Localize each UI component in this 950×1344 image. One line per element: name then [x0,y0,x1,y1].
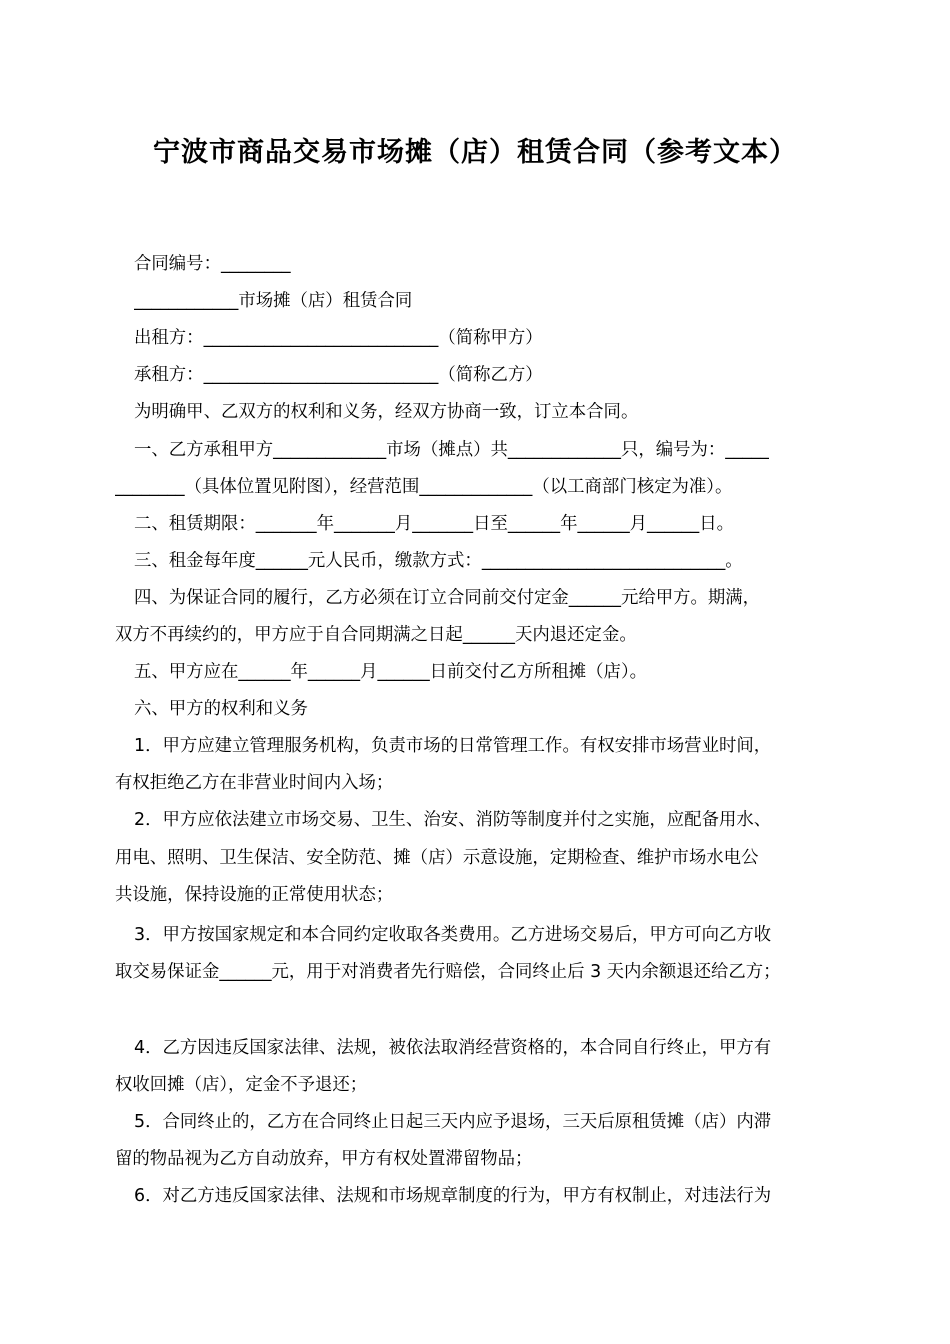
clause-1-line-1: 一、乙方承租甲方_____________市场（摊点）共_____________只，编号为：_____ [134,440,769,460]
item-3-line-2: 取交易保证金______元，用于对消费者先行赔偿，合同终止后 3 天内余额退还给乙方； [115,962,781,982]
item-1-line-1: 1．甲方应建立管理服务机构，负责市场的日常管理工作。有权安排市场营业时间， [134,736,772,756]
item-4-line-2: 权收回摊（店），定金不予退还； [115,1075,368,1095]
clause-6-heading: 六、甲方的权利和义务 [134,699,308,719]
preamble-line: 为明确甲、乙双方的权利和义务，经双方协商一致，订立本合同。 [134,402,639,422]
clause-5-line: 五、甲方应在______年______月______日前交付乙方所租摊（店）。 [134,662,648,682]
item-6-line-1: 6．对乙方违反国家法律、法规和市场规章制度的行为，甲方有权制止，对违法行为 [134,1186,772,1206]
lessee-line: 承租方：___________________________（简称乙方） [134,365,543,385]
contract-number-line: 合同编号：________ [134,254,291,274]
item-2-line-1: 2．甲方应依法建立市场交易、卫生、治安、消防等制度并付之实施，应配备用水、 [134,810,772,830]
clause-4-line-2: 双方不再续约的，甲方应于自合同期满之日起______天内退还定金。 [115,625,637,645]
item-4-line-1: 4．乙方因违反国家法律、法规，被依法取消经营资格的，本合同自行终止，甲方有 [134,1038,772,1058]
item-2-line-3: 共设施，保持设施的正常使用状态； [115,885,394,905]
clause-1-line-2: ________（具体位置见附图），经营范围_____________（以工商部门核定为准）。 [115,477,733,497]
item-1-line-2: 有权拒绝乙方在非营业时间内入场； [115,773,394,793]
clause-2-line: 二、租赁期限：_______年_______月_______日至______年______月______日。 [134,514,734,534]
item-3-line-1: 3．甲方按国家规定和本合同约定收取各类费用。乙方进场交易后，甲方可向乙方收 [134,925,772,945]
lessor-line: 出租方：___________________________（简称甲方） [134,328,543,348]
clause-3-line: 三、租金每年度______元人民币，缴款方式：____________________________。 [134,551,743,571]
item-2-line-2: 用电、照明、卫生保洁、安全防范、摊（店）示意设施，定期检查、维护市场水电公 [115,848,759,868]
document-title: 宁波市商品交易市场摊（店）租赁合同（参考文本） [153,137,797,168]
contract-name-line: ____________市场摊（店）租赁合同 [134,291,413,311]
clause-4-line-1: 四、为保证合同的履行，乙方必须在订立合同前交付定金______元给甲方。期满， [134,588,761,608]
item-5-line-2: 留的物品视为乙方自动放弃，甲方有权处置滞留物品； [115,1149,533,1169]
item-5-line-1: 5．合同终止的，乙方在合同终止日起三天内应予退场，三天后原租赁摊（店）内滞 [134,1112,772,1132]
